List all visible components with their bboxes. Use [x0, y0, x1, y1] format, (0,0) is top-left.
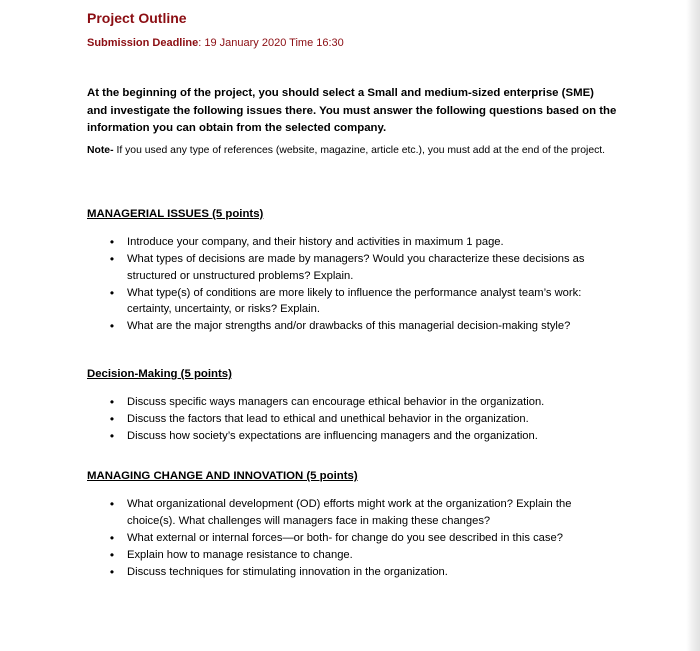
- list-item-text: What types of decisions are made by managers? Would you characterize these decisions as structured or unstructured problems? Explain.: [127, 253, 585, 282]
- list-item-text: Discuss how society’s expectations are influencing managers and the organization.: [127, 430, 538, 442]
- bullet-icon: •: [109, 429, 115, 443]
- section-heading-managerial-issues: MANAGERIAL ISSUES (5 points): [87, 208, 264, 220]
- bullet-icon: •: [109, 285, 115, 300]
- list-item: [107, 285, 612, 318]
- list-item-text: Discuss techniques for stimulating innovation in the organization.: [127, 565, 448, 578]
- submission-deadline: [87, 37, 344, 49]
- list-item-text: What external or internal forces—or both- for change do you see described in this case?: [127, 531, 563, 544]
- bullet-icon: •: [109, 412, 115, 426]
- list-item-text: Discuss specific ways managers can encourage ethical behavior in the organization.: [127, 396, 545, 408]
- list-item: [107, 564, 612, 581]
- section-heading-managing-change: MANAGING CHANGE AND INNOVATION (5 points): [87, 470, 358, 482]
- bullet-list-managing-change: [107, 496, 612, 581]
- list-item-text: Discuss the factors that lead to ethical and unethical behavior in the organization.: [127, 413, 529, 425]
- list-item-text: Introduce your company, and their history and activities in maximum 1 page.: [127, 236, 504, 248]
- page-edge-shadow: [686, 0, 700, 651]
- list-item-text: What are the major strengths and/or drawbacks of this managerial decision-making style?: [127, 320, 571, 332]
- intro-paragraph: At the beginning of the project, you should select a Small and medium-sized enterprise (SME) and investigate the following issues there. You must answer the following questions based on the information you can obtain from the selected company.: [87, 87, 617, 134]
- deadline-label: Submission Deadline: [87, 37, 199, 49]
- bullet-icon: •: [109, 319, 115, 333]
- bullet-icon: •: [109, 564, 115, 579]
- bullet-list-decision-making: [107, 394, 612, 445]
- list-item: [107, 547, 612, 564]
- bullet-icon: •: [109, 395, 115, 409]
- list-item-text: What type(s) of conditions are more likely to influence the performance analyst team’s work: certainty, uncertainty, or risks? Explain.: [127, 286, 582, 315]
- list-item: [107, 318, 612, 335]
- bullet-list-managerial-issues: [107, 234, 612, 335]
- bullet-icon: •: [109, 547, 115, 562]
- list-item: [107, 251, 612, 284]
- list-item-text: Explain how to manage resistance to change.: [127, 548, 353, 561]
- bullet-icon: •: [109, 252, 115, 266]
- list-item: [107, 234, 612, 251]
- list-item: [107, 394, 612, 411]
- list-item-text: What organizational development (OD) efforts might work at the organization? Explain the choice(s). What challenges will managers face in making these changes?: [127, 498, 572, 527]
- list-item: [107, 428, 612, 445]
- deadline-value: : 19 January 2020 Time 16:30: [198, 37, 344, 49]
- note-paragraph: [87, 143, 617, 160]
- bullet-icon: •: [109, 497, 115, 511]
- bullet-icon: •: [109, 235, 115, 249]
- note-text: If you used any type of references (website, magazine, article etc.), you must add at the end of the project.: [113, 145, 606, 156]
- note-label: Note-: [87, 145, 114, 156]
- bullet-icon: •: [109, 530, 115, 545]
- document-title: Project Outline: [87, 10, 187, 26]
- list-item: [107, 530, 612, 547]
- list-item: [107, 411, 612, 428]
- list-item: [107, 496, 612, 529]
- section-heading-decision-making: Decision-Making (5 points): [87, 368, 232, 380]
